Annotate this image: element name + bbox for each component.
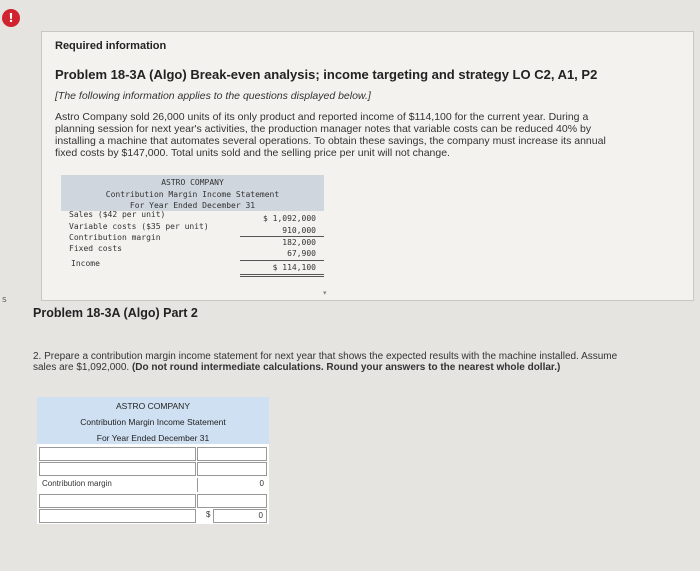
part-title: Problem 18-3A (Algo) Part 2 [33, 306, 198, 320]
given-row-label: Variable costs ($35 per unit) [69, 222, 209, 231]
answer-row-label-input[interactable] [39, 494, 196, 508]
answer-row-label-input[interactable] [39, 447, 196, 461]
given-double-rule [240, 276, 324, 277]
given-row-label: Fixed costs [69, 244, 122, 253]
description-line: planning session for next year's activities, the production manager notes that variable costs can be reduced 40% by [55, 123, 592, 135]
answer-statement-title: Contribution Margin Income Statement [80, 417, 226, 427]
dollar-sign: $ [206, 510, 211, 519]
answer-row-value-input[interactable] [197, 447, 267, 461]
stray-mark: ▾ [323, 290, 327, 297]
income-value-input[interactable]: 0 [213, 509, 267, 523]
problem-title: Problem 18-3A (Algo) Break-even analysis; income targeting and strategy LO C2, A1, P2 [55, 67, 598, 82]
given-statement-title: Contribution Margin Income Statement [105, 190, 280, 199]
alert-icon: ! [2, 9, 20, 27]
given-row-value: 67,900 [287, 249, 316, 258]
given-row-value: 910,000 [282, 226, 316, 235]
answer-row-value-input[interactable] [197, 462, 267, 476]
given-row-value: $ 114,100 [272, 263, 316, 272]
given-statement-period: For Year Ended December 31 [129, 201, 256, 210]
given-double-rule [240, 274, 324, 275]
description-line: fixed costs by $147,000. Total units sold and the selling price per unit will not change. [55, 147, 450, 159]
given-row-value: $ 1,092,000 [263, 214, 316, 223]
question-sales: sales are $1,092,000. [33, 362, 130, 373]
given-company-name: ASTRO COMPANY [161, 178, 224, 187]
answer-company-name: ASTRO COMPANY [116, 401, 190, 411]
problem-description [55, 111, 665, 159]
given-row-label: Income [71, 259, 100, 268]
given-row-label: Contribution margin [69, 233, 161, 242]
rounding-instruction: (Do not round intermediate calculations. Round your answers to the nearest whole dollar.) [131, 362, 561, 373]
answer-sheet-header [37, 397, 269, 444]
answer-row-value-input[interactable] [197, 494, 267, 508]
given-subtotal-rule [240, 236, 324, 237]
answer-row-label-input[interactable] [39, 509, 196, 523]
question-text [33, 351, 665, 373]
description-line: installing a machine that automates several operations. To obtain these savings, the company must increase its annual [55, 135, 606, 147]
given-total-rule [240, 260, 324, 261]
question-line: 2. Prepare a contribution margin income statement for next year that shows the expected results with the machine installed. Assume [33, 351, 618, 362]
contribution-margin-label: Contribution margin [42, 479, 112, 488]
applies-note: [The following information applies to the questions displayed below.] [55, 90, 371, 102]
given-row-value: 182,000 [282, 238, 316, 247]
question-line [33, 362, 665, 373]
answer-statement-period: For Year Ended December 31 [96, 433, 210, 443]
contribution-margin-value: 0 [197, 478, 267, 492]
given-row-label: Sales ($42 per unit) [69, 210, 166, 219]
required-info-heading: Required information [55, 40, 167, 52]
edge-mark: s [2, 295, 7, 305]
answer-row-label-input[interactable] [39, 462, 196, 476]
description-line: Astro Company sold 26,000 units of its only product and reported income of $114,100 for the current year. During a [55, 111, 589, 123]
